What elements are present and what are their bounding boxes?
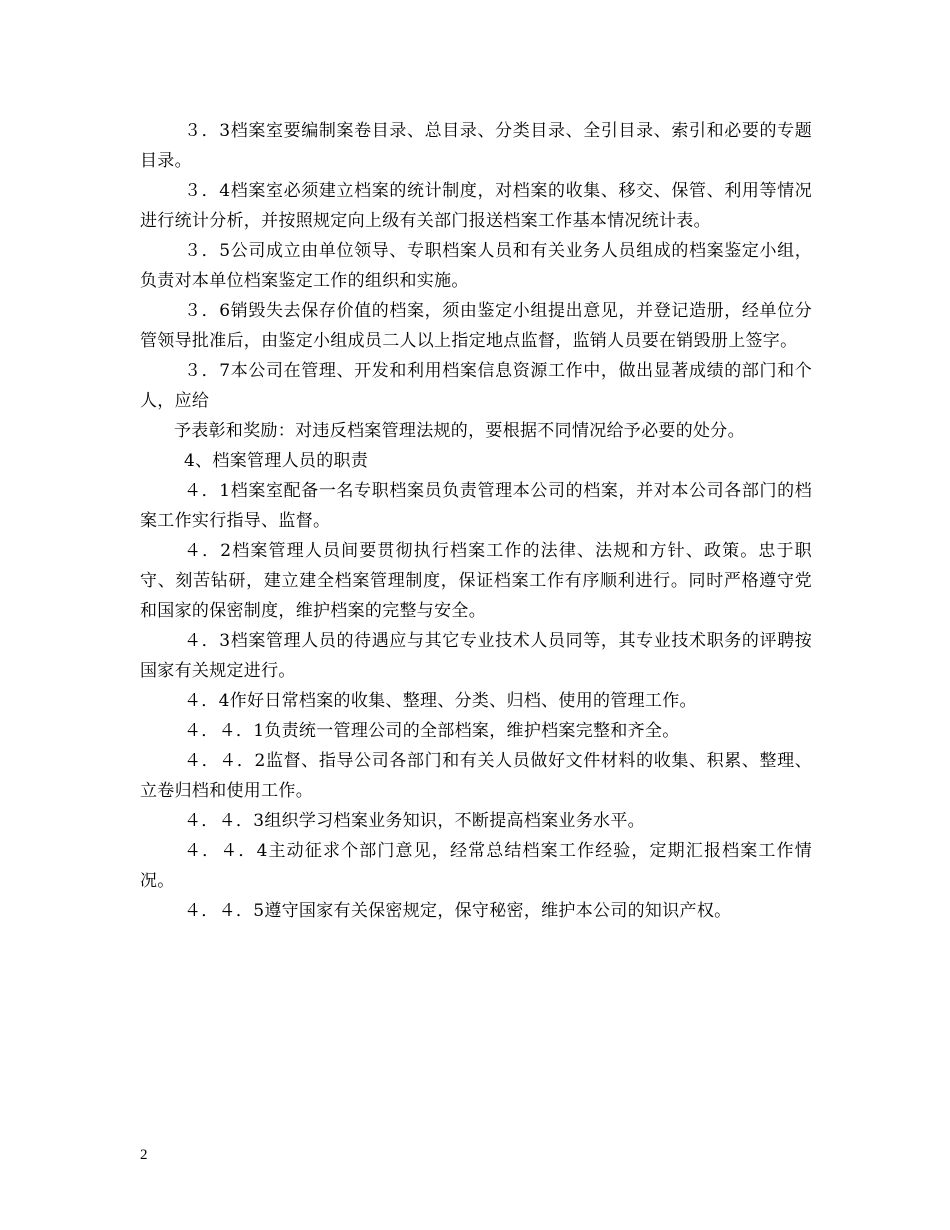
paragraph-3-7: ３．7本公司在管理、开发和利用档案信息资源工作中，做出显著成绩的部门和个人，应给	[140, 361, 812, 411]
paragraph-3-6: ３．6销毁失去保存价值的档案，须由鉴定小组提出意见，并登记造册，经单位分管领导批准后，由鉴定小组成员二人以上指定地点监督，监销人员要在销毁册上签字。	[140, 301, 812, 351]
paragraph-4-4-4: ４．４．4主动征求个部门意见，经常总结档案工作经验，定期汇报档案工作情况。	[140, 841, 812, 891]
paragraph-3-3: ３．3档案室要编制案卷目录、总目录、分类目录、全引目录、索引和必要的专题目录。	[140, 121, 812, 171]
paragraph-4-2: ４．2档案管理人员间要贯彻执行档案工作的法律、法规和方针、政策。忠于职守、刻苦钻研，建立建全档案管理制度，保证档案工作有序顺利进行。同时严格遵守党和国家的保密制度，维护档案的完整与安全。	[140, 541, 812, 621]
paragraph-4-4-5: ４．４．5遵守国家有关保密规定，保守秘密，维护本公司的知识产权。	[184, 901, 732, 921]
paragraph-3-5: ３．5公司成立由单位领导、专职档案人员和有关业务人员组成的档案鉴定小组，负责对本单位档案鉴定工作的组织和实施。	[140, 241, 812, 291]
paragraph-4-4-1: ４．４．1负责统一管理公司的全部档案，维护档案完整和齐全。	[184, 721, 680, 741]
paragraph-3-7-continued: 予表彰和奖励：对违反档案管理法规的，要根据不同情况给予必要的处分。	[174, 421, 745, 441]
section-heading-4: 4、档案管理人员的职责	[184, 451, 369, 471]
paragraph-4-3: ４．3档案管理人员的待遇应与其它专业技术人员同等，其专业技术职务的评聘按国家有关规定进行。	[140, 631, 812, 681]
paragraph-4-4-3: ４．４．3组织学习档案业务知识，不断提高档案业务水平。	[184, 811, 645, 831]
page-number: 2	[140, 1147, 148, 1163]
paragraph-4-4: ４．4作好日常档案的收集、整理、分类、归档、使用的管理工作。	[184, 691, 697, 711]
document-body	[140, 116, 812, 926]
paragraph-4-1: ４．1档案室配备一名专职档案员负责管理本公司的档案，并对本公司各部门的档案工作实行指导、监督。	[140, 481, 812, 531]
paragraph-4-4-2: ４．４．2监督、指导公司各部门和有关人员做好文件材料的收集、积累、整理、立卷归档和使用工作。	[140, 751, 812, 801]
paragraph-3-4: ３．4档案室必须建立档案的统计制度，对档案的收集、移交、保管、利用等情况进行统计分析，并按照规定向上级有关部门报送档案工作基本情况统计表。	[140, 181, 812, 231]
